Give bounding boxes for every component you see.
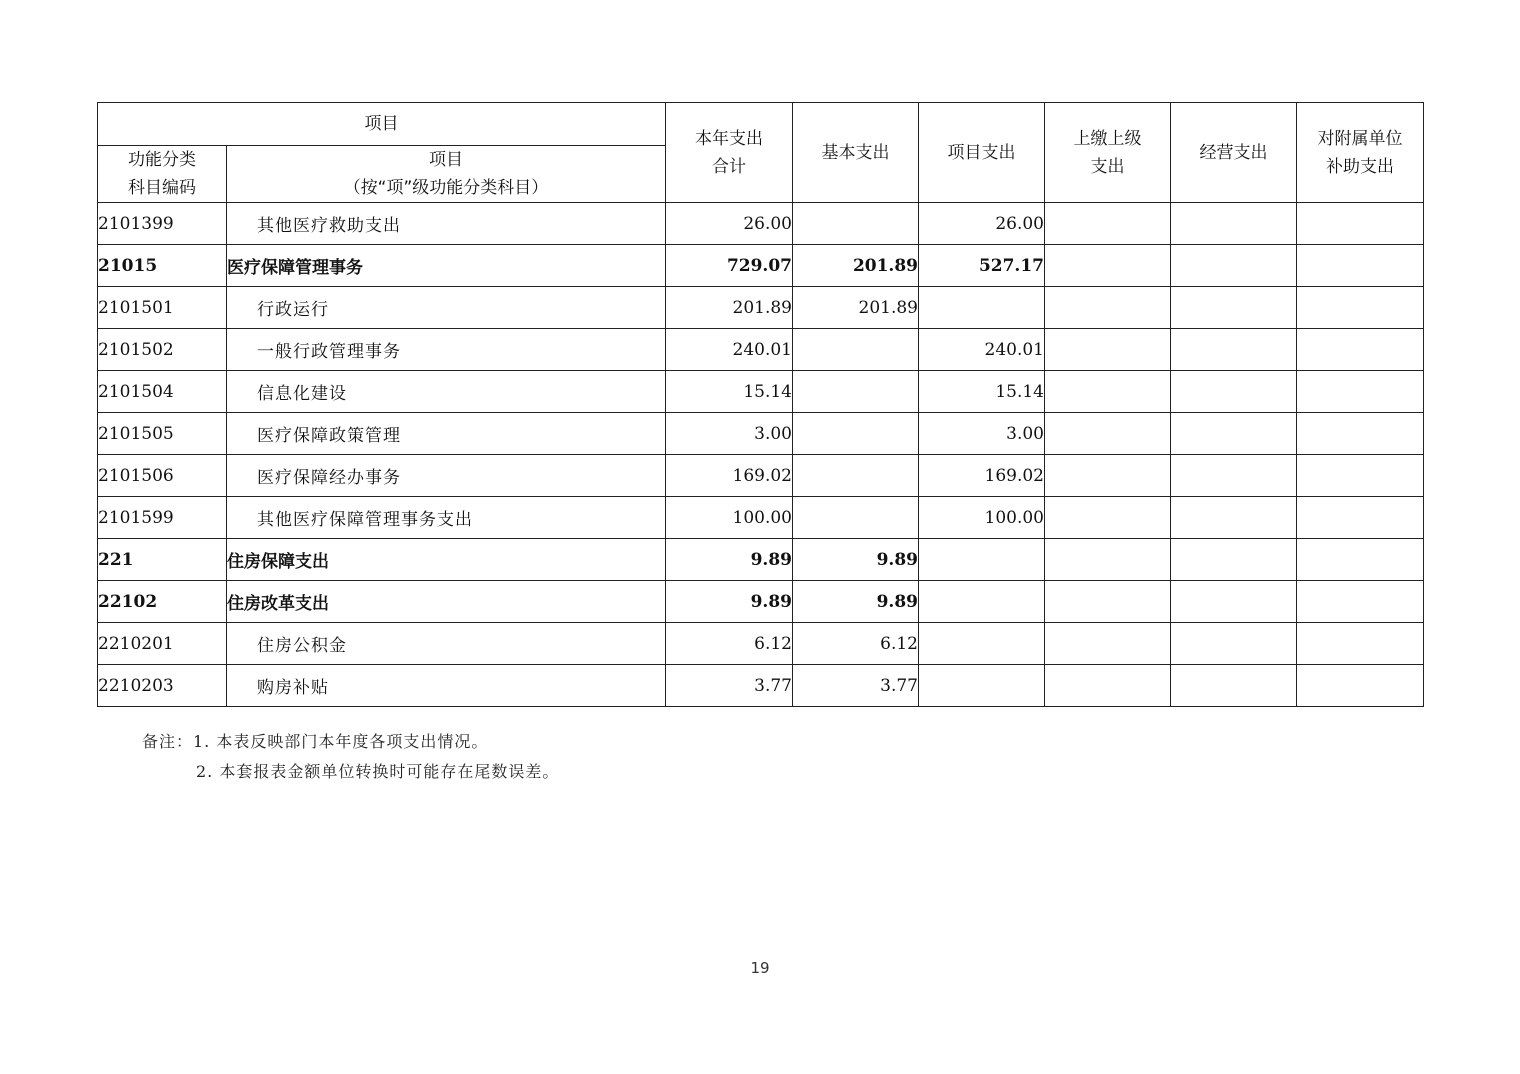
- cell-code: 21015: [98, 245, 227, 287]
- header-code: [98, 146, 227, 203]
- cell-basic: [793, 455, 919, 497]
- table-row: [98, 623, 1424, 665]
- cell-total: 6.12: [666, 623, 793, 665]
- table-header: [98, 103, 1424, 203]
- cell-code: 2101501: [98, 287, 227, 329]
- cell-name: 其他医疗保障管理事务支出: [227, 497, 666, 539]
- cell-name: 购房补贴: [227, 665, 666, 707]
- cell-operating: [1171, 497, 1297, 539]
- header-project: [919, 103, 1045, 203]
- cell-basic: 3.77: [793, 665, 919, 707]
- cell-project: 527.17: [919, 245, 1045, 287]
- cell-total: 9.89: [666, 539, 793, 581]
- table-row: [98, 245, 1424, 287]
- cell-basic: [793, 371, 919, 413]
- cell-code: 221: [98, 539, 227, 581]
- cell-code: 2101505: [98, 413, 227, 455]
- expenditure-table: [97, 102, 1424, 707]
- cell-basic: [793, 329, 919, 371]
- cell-code: 2101506: [98, 455, 227, 497]
- cell-operating: [1171, 623, 1297, 665]
- cell-name: 医疗保障政策管理: [227, 413, 666, 455]
- header-subsidy-line1: 对附属单位: [1317, 128, 1403, 149]
- cell-basic: 201.89: [793, 287, 919, 329]
- cell-upper: [1045, 581, 1171, 623]
- cell-project: 3.00: [919, 413, 1045, 455]
- table-row: [98, 665, 1424, 707]
- cell-basic: [793, 203, 919, 245]
- cell-total: 201.89: [666, 287, 793, 329]
- cell-basic: 201.89: [793, 245, 919, 287]
- cell-total: 9.89: [666, 581, 793, 623]
- header-operating: [1171, 103, 1297, 203]
- header-total-line2: 合计: [712, 156, 746, 177]
- cell-project: 240.01: [919, 329, 1045, 371]
- cell-upper: [1045, 287, 1171, 329]
- cell-operating: [1171, 287, 1297, 329]
- cell-operating: [1171, 455, 1297, 497]
- cell-total: 100.00: [666, 497, 793, 539]
- cell-basic: 9.89: [793, 539, 919, 581]
- cell-upper: [1045, 455, 1171, 497]
- cell-project: [919, 665, 1045, 707]
- cell-code: 2101599: [98, 497, 227, 539]
- cell-upper: [1045, 371, 1171, 413]
- header-group-item: [98, 103, 666, 146]
- cell-total: 240.01: [666, 329, 793, 371]
- table-row: [98, 371, 1424, 413]
- cell-basic: [793, 497, 919, 539]
- cell-subsidy: [1297, 371, 1424, 413]
- table-row: [98, 203, 1424, 245]
- cell-name: 信息化建设: [227, 371, 666, 413]
- cell-subsidy: [1297, 539, 1424, 581]
- header-code-line1: 功能分类: [128, 150, 196, 170]
- cell-subsidy: [1297, 581, 1424, 623]
- cell-project: [919, 287, 1045, 329]
- cell-operating: [1171, 371, 1297, 413]
- cell-subsidy: [1297, 455, 1424, 497]
- cell-code: 2101399: [98, 203, 227, 245]
- cell-operating: [1171, 581, 1297, 623]
- header-total-line1: 本年支出: [695, 128, 763, 149]
- cell-upper: [1045, 329, 1171, 371]
- table-row: [98, 329, 1424, 371]
- cell-basic: 6.12: [793, 623, 919, 665]
- cell-name: 医疗保障管理事务: [227, 245, 666, 287]
- cell-subsidy: [1297, 287, 1424, 329]
- header-item-line1: 项目: [429, 150, 463, 170]
- header-item-name: [227, 146, 666, 203]
- cell-subsidy: [1297, 665, 1424, 707]
- header-subsidy-line2: 补助支出: [1326, 156, 1394, 177]
- cell-total: 729.07: [666, 245, 793, 287]
- header-group-label: 项目: [364, 114, 399, 134]
- cell-upper: [1045, 497, 1171, 539]
- cell-project: [919, 623, 1045, 665]
- cell-basic: 9.89: [793, 581, 919, 623]
- cell-total: 3.77: [666, 665, 793, 707]
- table-body: [98, 203, 1424, 707]
- cell-total: 26.00: [666, 203, 793, 245]
- cell-name: 一般行政管理事务: [227, 329, 666, 371]
- cell-total: 3.00: [666, 413, 793, 455]
- cell-project: [919, 581, 1045, 623]
- cell-total: 15.14: [666, 371, 793, 413]
- cell-name: 其他医疗救助支出: [227, 203, 666, 245]
- table-row: [98, 287, 1424, 329]
- cell-total: 169.02: [666, 455, 793, 497]
- header-basic-label: 基本支出: [821, 142, 890, 163]
- cell-code: 2210203: [98, 665, 227, 707]
- cell-code: 2101504: [98, 371, 227, 413]
- cell-project: [919, 539, 1045, 581]
- cell-project: 100.00: [919, 497, 1045, 539]
- cell-upper: [1045, 203, 1171, 245]
- cell-name: 行政运行: [227, 287, 666, 329]
- header-total: [666, 103, 793, 203]
- cell-name: 住房改革支出: [227, 581, 666, 623]
- note-line-1: 备注：1. 本表反映部门本年度各项支出情况。: [142, 732, 489, 751]
- cell-project: 26.00: [919, 203, 1045, 245]
- cell-upper: [1045, 623, 1171, 665]
- cell-operating: [1171, 539, 1297, 581]
- header-item-line2: （按“项”级功能分类科目）: [343, 178, 549, 198]
- cell-code: 2210201: [98, 623, 227, 665]
- cell-name: 医疗保障经办事务: [227, 455, 666, 497]
- cell-subsidy: [1297, 413, 1424, 455]
- header-subsidy: [1297, 103, 1424, 203]
- cell-operating: [1171, 413, 1297, 455]
- cell-name: 住房保障支出: [227, 539, 666, 581]
- header-upper-line1: 上缴上级: [1073, 128, 1142, 149]
- cell-subsidy: [1297, 329, 1424, 371]
- cell-basic: [793, 413, 919, 455]
- header-project-label: 项目支出: [947, 142, 1016, 163]
- cell-subsidy: [1297, 497, 1424, 539]
- cell-name: 住房公积金: [227, 623, 666, 665]
- cell-code: 2101502: [98, 329, 227, 371]
- cell-upper: [1045, 665, 1171, 707]
- table-row: [98, 413, 1424, 455]
- cell-operating: [1171, 665, 1297, 707]
- cell-operating: [1171, 245, 1297, 287]
- table-row: [98, 581, 1424, 623]
- table-row: [98, 497, 1424, 539]
- page-number: 19: [750, 959, 770, 977]
- cell-code: 22102: [98, 581, 227, 623]
- cell-subsidy: [1297, 623, 1424, 665]
- table-row: [98, 455, 1424, 497]
- cell-upper: [1045, 413, 1171, 455]
- header-operating-label: 经营支出: [1199, 142, 1268, 163]
- cell-upper: [1045, 245, 1171, 287]
- cell-upper: [1045, 539, 1171, 581]
- cell-project: 15.14: [919, 371, 1045, 413]
- cell-project: 169.02: [919, 455, 1045, 497]
- table-row: [98, 539, 1424, 581]
- cell-subsidy: [1297, 203, 1424, 245]
- cell-subsidy: [1297, 245, 1424, 287]
- header-code-line2: 科目编码: [128, 178, 196, 198]
- note-line-2: 2. 本套报表金额单位转换时可能存在尾数误差。: [196, 762, 560, 781]
- cell-operating: [1171, 329, 1297, 371]
- header-basic: [793, 103, 919, 203]
- header-upper-line2: 支出: [1090, 156, 1125, 177]
- header-upper: [1045, 103, 1171, 203]
- cell-operating: [1171, 203, 1297, 245]
